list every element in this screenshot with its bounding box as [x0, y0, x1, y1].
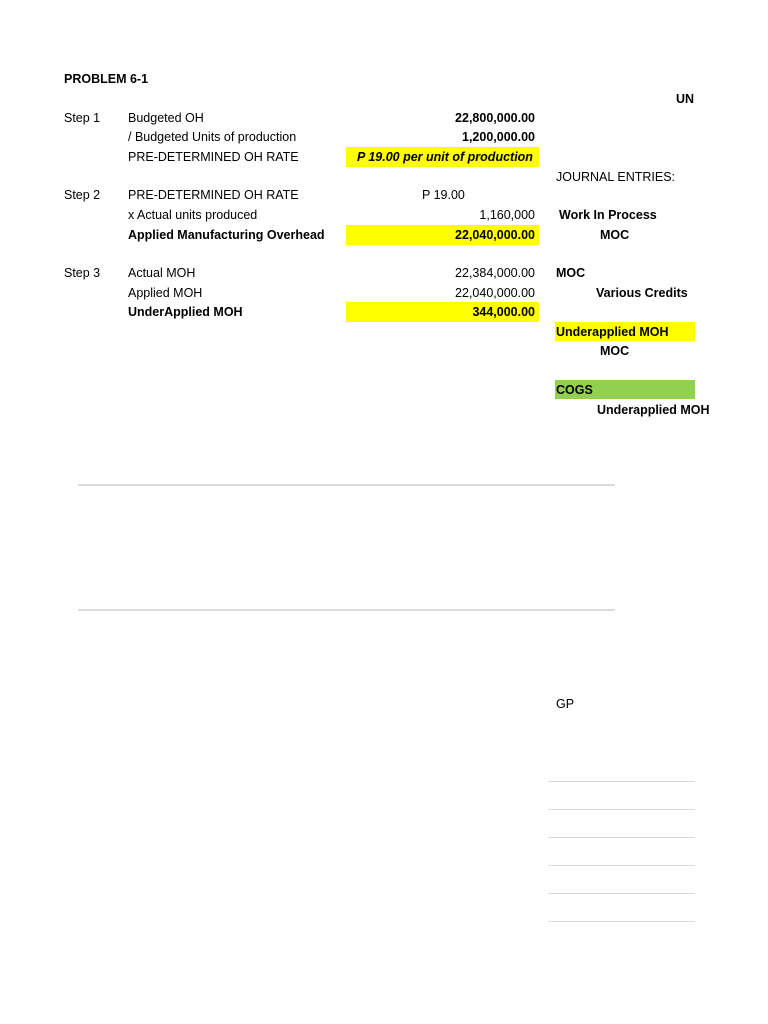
step2-rate-value: P 19.00	[422, 188, 465, 202]
gp-line-5	[548, 893, 695, 894]
applied-moh-row-value: 22,040,000.00	[455, 286, 535, 300]
journal-credit-3: MOC	[600, 344, 630, 358]
divider-top	[78, 484, 615, 486]
problem-title: PROBLEM 6-1	[64, 72, 149, 86]
journal-credit-2: Various Credits	[596, 286, 688, 300]
divider-bottom	[78, 609, 615, 611]
step1-label: Step 1	[64, 111, 101, 125]
gp-line-4	[548, 865, 695, 866]
actual-moh-label: Actual MOH	[128, 266, 196, 280]
step1-rate-label: PRE-DETERMINED OH RATE	[128, 150, 299, 164]
actual-units-label: x Actual units produced	[128, 208, 258, 222]
budgeted-units-label: / Budgeted Units of production	[128, 130, 297, 144]
step2-label: Step 2	[64, 188, 101, 202]
journal-credit-4: Underapplied MOH	[597, 403, 710, 417]
journal-debit-2: MOC	[556, 266, 586, 280]
step1-rate-value: P 19.00 per unit of production	[357, 150, 533, 164]
budgeted-units-value: 1,200,000.00	[462, 130, 535, 144]
journal-credit-1: MOC	[600, 228, 630, 242]
step3-label: Step 3	[64, 266, 101, 280]
budgeted-oh-label: Budgeted OH	[128, 111, 204, 125]
journal-heading: JOURNAL ENTRIES:	[556, 170, 676, 184]
actual-units-value: 1,160,000	[479, 208, 535, 222]
applied-moh-label: Applied Manufacturing Overhead	[128, 228, 325, 242]
header-fragment: UN	[676, 92, 695, 106]
gp-label: GP	[556, 697, 575, 711]
applied-moh-value: 22,040,000.00	[455, 228, 535, 242]
actual-moh-value: 22,384,000.00	[455, 266, 535, 280]
journal-debit-3: Underapplied MOH	[556, 325, 669, 339]
underapplied-value: 344,000.00	[472, 305, 535, 319]
applied-moh-row-label: Applied MOH	[128, 286, 203, 300]
gp-line-2	[548, 809, 695, 810]
journal-debit-1: Work In Process	[559, 208, 657, 222]
journal-debit-4: COGS	[556, 383, 593, 397]
step2-rate-label: PRE-DETERMINED OH RATE	[128, 188, 299, 202]
gp-line-1	[548, 781, 695, 782]
budgeted-oh-value: 22,800,000.00	[455, 111, 535, 125]
gp-line-6	[548, 921, 695, 922]
gp-line-3	[548, 837, 695, 838]
underapplied-label: UnderApplied MOH	[128, 305, 243, 319]
